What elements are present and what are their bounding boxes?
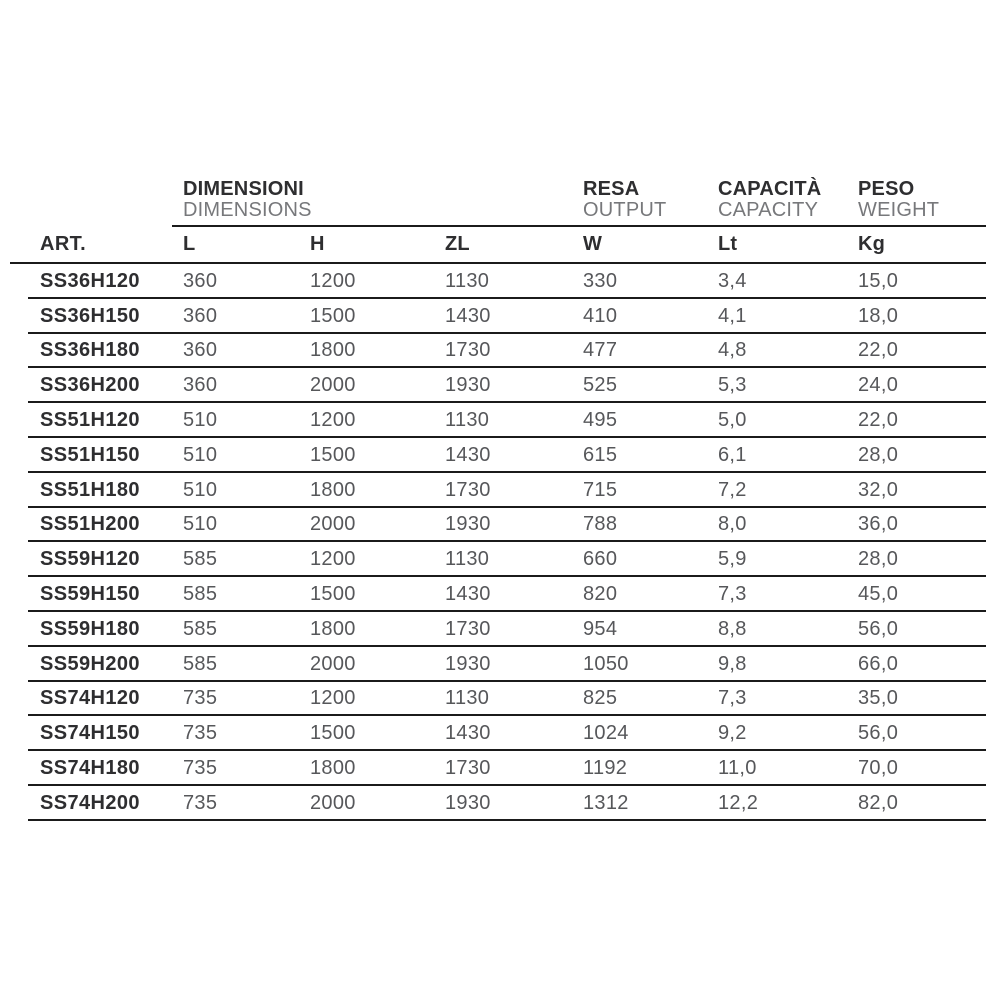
group-subtitle: WEIGHT bbox=[858, 199, 940, 221]
art-code: SS51H180 bbox=[40, 478, 140, 501]
value-cell: 954 bbox=[583, 617, 618, 640]
table-row bbox=[10, 716, 986, 751]
art-code: SS36H200 bbox=[40, 374, 140, 397]
value-cell: 1430 bbox=[445, 304, 491, 327]
value-cell: 585 bbox=[183, 617, 218, 640]
value-cell: 28,0 bbox=[858, 443, 899, 466]
value-cell: 1192 bbox=[583, 757, 628, 780]
value-cell: 1930 bbox=[445, 791, 491, 814]
value-cell: 22,0 bbox=[858, 409, 899, 432]
value-cell: 1430 bbox=[445, 583, 491, 606]
value-cell: 1500 bbox=[310, 722, 356, 745]
value-cell: 66,0 bbox=[858, 652, 899, 675]
art-code: SS51H120 bbox=[40, 409, 140, 432]
value-cell: 510 bbox=[183, 478, 218, 501]
value-cell: 2000 bbox=[310, 652, 356, 675]
value-cell: 1500 bbox=[310, 304, 356, 327]
value-cell: 585 bbox=[183, 548, 218, 571]
value-cell: 525 bbox=[583, 374, 618, 397]
value-cell: 12,2 bbox=[718, 791, 759, 814]
art-code: SS51H150 bbox=[40, 443, 140, 466]
value-cell: 5,0 bbox=[718, 409, 747, 432]
table-column-header-row bbox=[10, 227, 986, 264]
value-cell: 82,0 bbox=[858, 791, 899, 814]
value-cell: 410 bbox=[583, 304, 618, 327]
group-title: CAPACITÀ bbox=[718, 178, 822, 200]
value-cell: 32,0 bbox=[858, 478, 899, 501]
group-header-cells bbox=[172, 179, 986, 227]
value-cell: 11,0 bbox=[718, 757, 757, 780]
table-group-header-row bbox=[10, 179, 986, 227]
value-cell: 360 bbox=[183, 374, 218, 397]
value-cell: 1130 bbox=[445, 269, 490, 292]
value-cell: 1130 bbox=[445, 548, 490, 571]
value-cell: 4,1 bbox=[718, 304, 747, 327]
table-body bbox=[10, 264, 986, 821]
art-code: SS36H150 bbox=[40, 304, 140, 327]
value-cell: 1200 bbox=[310, 269, 356, 292]
group-subtitle: CAPACITY bbox=[718, 199, 819, 221]
value-cell: 5,3 bbox=[718, 374, 747, 397]
group-subtitle: OUTPUT bbox=[583, 199, 667, 221]
value-cell: 510 bbox=[183, 409, 218, 432]
value-cell: 1730 bbox=[445, 339, 491, 362]
table-row bbox=[10, 577, 986, 612]
table-row bbox=[10, 368, 986, 403]
value-cell: 510 bbox=[183, 513, 218, 536]
table-row bbox=[10, 438, 986, 473]
value-cell: 9,2 bbox=[718, 722, 747, 745]
value-cell: 1050 bbox=[583, 652, 629, 675]
value-cell: 1430 bbox=[445, 722, 491, 745]
column-header-zl: ZL bbox=[445, 233, 470, 255]
value-cell: 788 bbox=[583, 513, 618, 536]
value-cell: 8,8 bbox=[718, 617, 747, 640]
value-cell: 585 bbox=[183, 583, 218, 606]
table-row bbox=[10, 612, 986, 647]
value-cell: 1930 bbox=[445, 652, 491, 675]
table-row bbox=[10, 542, 986, 577]
art-code: SS59H200 bbox=[40, 652, 140, 675]
value-cell: 45,0 bbox=[858, 583, 899, 606]
value-cell: 495 bbox=[583, 409, 618, 432]
art-code: SS74H180 bbox=[40, 757, 140, 780]
value-cell: 1800 bbox=[310, 617, 356, 640]
art-code: SS59H180 bbox=[40, 617, 140, 640]
table-row bbox=[10, 264, 986, 299]
group-header-spacer bbox=[10, 179, 172, 227]
value-cell: 1130 bbox=[445, 409, 490, 432]
group-title: RESA bbox=[583, 178, 640, 200]
value-cell: 510 bbox=[183, 443, 218, 466]
column-header-lt: Lt bbox=[718, 233, 738, 255]
group-title: DIMENSIONI bbox=[183, 178, 304, 200]
column-header-w: W bbox=[583, 233, 603, 255]
column-header-art: ART. bbox=[40, 233, 87, 255]
value-cell: 1500 bbox=[310, 583, 356, 606]
group-header-output bbox=[572, 179, 707, 225]
table-row bbox=[10, 682, 986, 717]
table-row bbox=[10, 647, 986, 682]
value-cell: 1730 bbox=[445, 478, 491, 501]
table-row bbox=[10, 299, 986, 334]
art-code: SS36H120 bbox=[40, 269, 140, 292]
value-cell: 360 bbox=[183, 304, 218, 327]
value-cell: 660 bbox=[583, 548, 618, 571]
value-cell: 1800 bbox=[310, 339, 356, 362]
value-cell: 8,0 bbox=[718, 513, 747, 536]
group-header-capacity bbox=[707, 179, 847, 225]
value-cell: 36,0 bbox=[858, 513, 899, 536]
value-cell: 2000 bbox=[310, 374, 356, 397]
value-cell: 5,9 bbox=[718, 548, 747, 571]
value-cell: 28,0 bbox=[858, 548, 899, 571]
value-cell: 477 bbox=[583, 339, 618, 362]
value-cell: 1200 bbox=[310, 687, 356, 710]
group-subtitle: DIMENSIONS bbox=[183, 199, 312, 221]
value-cell: 3,4 bbox=[718, 269, 747, 292]
value-cell: 825 bbox=[583, 687, 618, 710]
value-cell: 70,0 bbox=[858, 757, 899, 780]
column-header-l: L bbox=[183, 233, 196, 255]
value-cell: 360 bbox=[183, 339, 218, 362]
value-cell: 35,0 bbox=[858, 687, 899, 710]
value-cell: 1930 bbox=[445, 513, 491, 536]
value-cell: 585 bbox=[183, 652, 218, 675]
value-cell: 1430 bbox=[445, 443, 491, 466]
value-cell: 615 bbox=[583, 443, 618, 466]
value-cell: 1024 bbox=[583, 722, 629, 745]
value-cell: 7,3 bbox=[718, 583, 747, 606]
group-title: PESO bbox=[858, 178, 915, 200]
value-cell: 1930 bbox=[445, 374, 491, 397]
value-cell: 330 bbox=[583, 269, 618, 292]
value-cell: 735 bbox=[183, 757, 218, 780]
table-row bbox=[10, 786, 986, 821]
value-cell: 1130 bbox=[445, 687, 490, 710]
table-row bbox=[10, 403, 986, 438]
column-header-h: H bbox=[310, 233, 325, 255]
column-header-kg: Kg bbox=[858, 233, 886, 255]
value-cell: 715 bbox=[583, 478, 618, 501]
value-cell: 360 bbox=[183, 269, 218, 292]
value-cell: 15,0 bbox=[858, 269, 899, 292]
value-cell: 1730 bbox=[445, 757, 491, 780]
value-cell: 820 bbox=[583, 583, 618, 606]
value-cell: 18,0 bbox=[858, 304, 899, 327]
table-row bbox=[10, 334, 986, 369]
value-cell: 1730 bbox=[445, 617, 491, 640]
group-header-dimensions bbox=[172, 179, 572, 225]
table-row bbox=[10, 508, 986, 543]
art-code: SS59H120 bbox=[40, 548, 140, 571]
value-cell: 1500 bbox=[310, 443, 356, 466]
value-cell: 735 bbox=[183, 687, 218, 710]
art-code: SS59H150 bbox=[40, 583, 140, 606]
value-cell: 56,0 bbox=[858, 722, 899, 745]
table-row bbox=[10, 473, 986, 508]
value-cell: 1200 bbox=[310, 548, 356, 571]
value-cell: 735 bbox=[183, 791, 218, 814]
art-code: SS74H120 bbox=[40, 687, 140, 710]
table-row bbox=[10, 751, 986, 786]
art-code: SS36H180 bbox=[40, 339, 140, 362]
value-cell: 7,2 bbox=[718, 478, 747, 501]
value-cell: 56,0 bbox=[858, 617, 899, 640]
value-cell: 1800 bbox=[310, 478, 356, 501]
value-cell: 1312 bbox=[583, 791, 629, 814]
value-cell: 2000 bbox=[310, 513, 356, 536]
art-code: SS74H200 bbox=[40, 791, 140, 814]
group-header-weight bbox=[847, 179, 986, 225]
art-code: SS51H200 bbox=[40, 513, 140, 536]
value-cell: 6,1 bbox=[718, 443, 747, 466]
value-cell: 1800 bbox=[310, 757, 356, 780]
value-cell: 9,8 bbox=[718, 652, 747, 675]
art-code: SS74H150 bbox=[40, 722, 140, 745]
value-cell: 22,0 bbox=[858, 339, 899, 362]
value-cell: 4,8 bbox=[718, 339, 747, 362]
value-cell: 2000 bbox=[310, 791, 356, 814]
value-cell: 1200 bbox=[310, 409, 356, 432]
value-cell: 24,0 bbox=[858, 374, 899, 397]
value-cell: 7,3 bbox=[718, 687, 747, 710]
spec-table bbox=[10, 179, 986, 821]
value-cell: 735 bbox=[183, 722, 218, 745]
